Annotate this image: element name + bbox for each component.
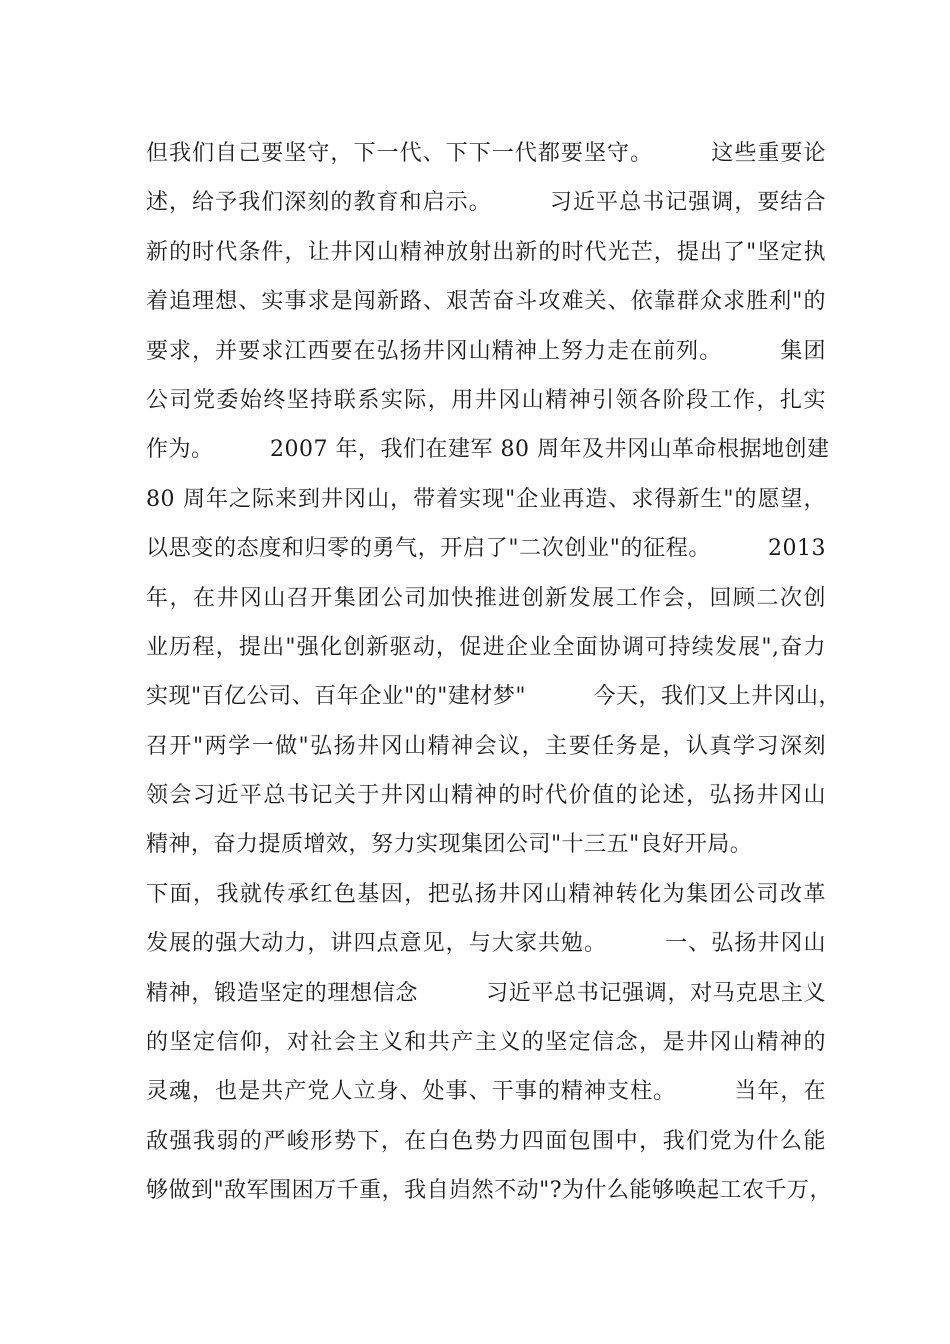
text-line: 以思变的态度和归零的勇气，开启了"二次创业"的征程。 2013 [146,536,826,562]
text-line: 公司党委始终坚持联系实际，用井冈山精神引领各阶段工作，扎实 [146,387,826,413]
text-line: 下面，我就传承红色基因，把弘扬井冈山精神转化为集团公司改革 [146,881,826,907]
text-line: 着追理想、实事求是闯新路、艰苦奋斗攻难关、依靠群众求胜利"的 [146,289,826,315]
text-line: 够做到"敌军围困万千重，我自岿然不动"?为什么能够唤起工农千万， [146,1178,833,1204]
text-line: 要求，并要求江西要在弘扬井冈山精神上努力走在前列。 集团 [146,338,826,364]
text-line: 新的时代条件，让井冈山精神放射出新的时代光芒，提出了"坚定执 [146,239,826,265]
body-text [146,129,841,1216]
text-line: 召开"两学一做"弘扬井冈山精神会议，主要任务是，认真学习深刻 [146,733,826,759]
text-line: 实现"百亿公司、百年企业"的"建材梦" 今天，我们又上井冈山， [146,684,841,710]
text-line: 领会习近平总书记关于井冈山精神的时代价值的论述，弘扬井冈山 [146,783,826,809]
text-line: 精神，锻造坚定的理想信念 习近平总书记强调，对马克思主义 [146,980,826,1006]
text-line: 但我们自己要坚守，下一代、下下一代都要坚守。 这些重要论 [146,141,826,166]
text-line: 80 周年之际来到井冈山，带着实现"企业再造、求得新生"的愿望， [146,486,826,512]
text-line: 年，在井冈山召开集团公司加快推进创新发展工作会，回顾二次创 [146,585,826,611]
text-line: 述，给予我们深刻的教育和启示。 习近平总书记强调，要结合 [146,190,826,216]
text-line: 灵魂，也是共产党人立身、处事、干事的精神支柱。 当年，在 [146,1079,826,1105]
text-line: 作为。 2007 年，我们在建军 80 周年及井冈山革命根据地创建 [146,437,830,463]
text-line: 发展的强大动力，讲四点意见，与大家共勉。 一、弘扬井冈山 [146,931,826,957]
text-line: 精神，奋力提质增效，努力实现集团公司"十三五"良好开局。 [146,832,753,858]
text-line: 敌强我弱的严峻形势下，在白色势力四面包围中，我们党为什么能 [146,1128,826,1154]
text-line: 的坚定信仰，对社会主义和共产主义的坚定信念，是井冈山精神的 [146,1030,826,1056]
text-line: 业历程，提出"强化创新驱动，促进企业全面协调可持续发展",奋力 [146,634,826,660]
